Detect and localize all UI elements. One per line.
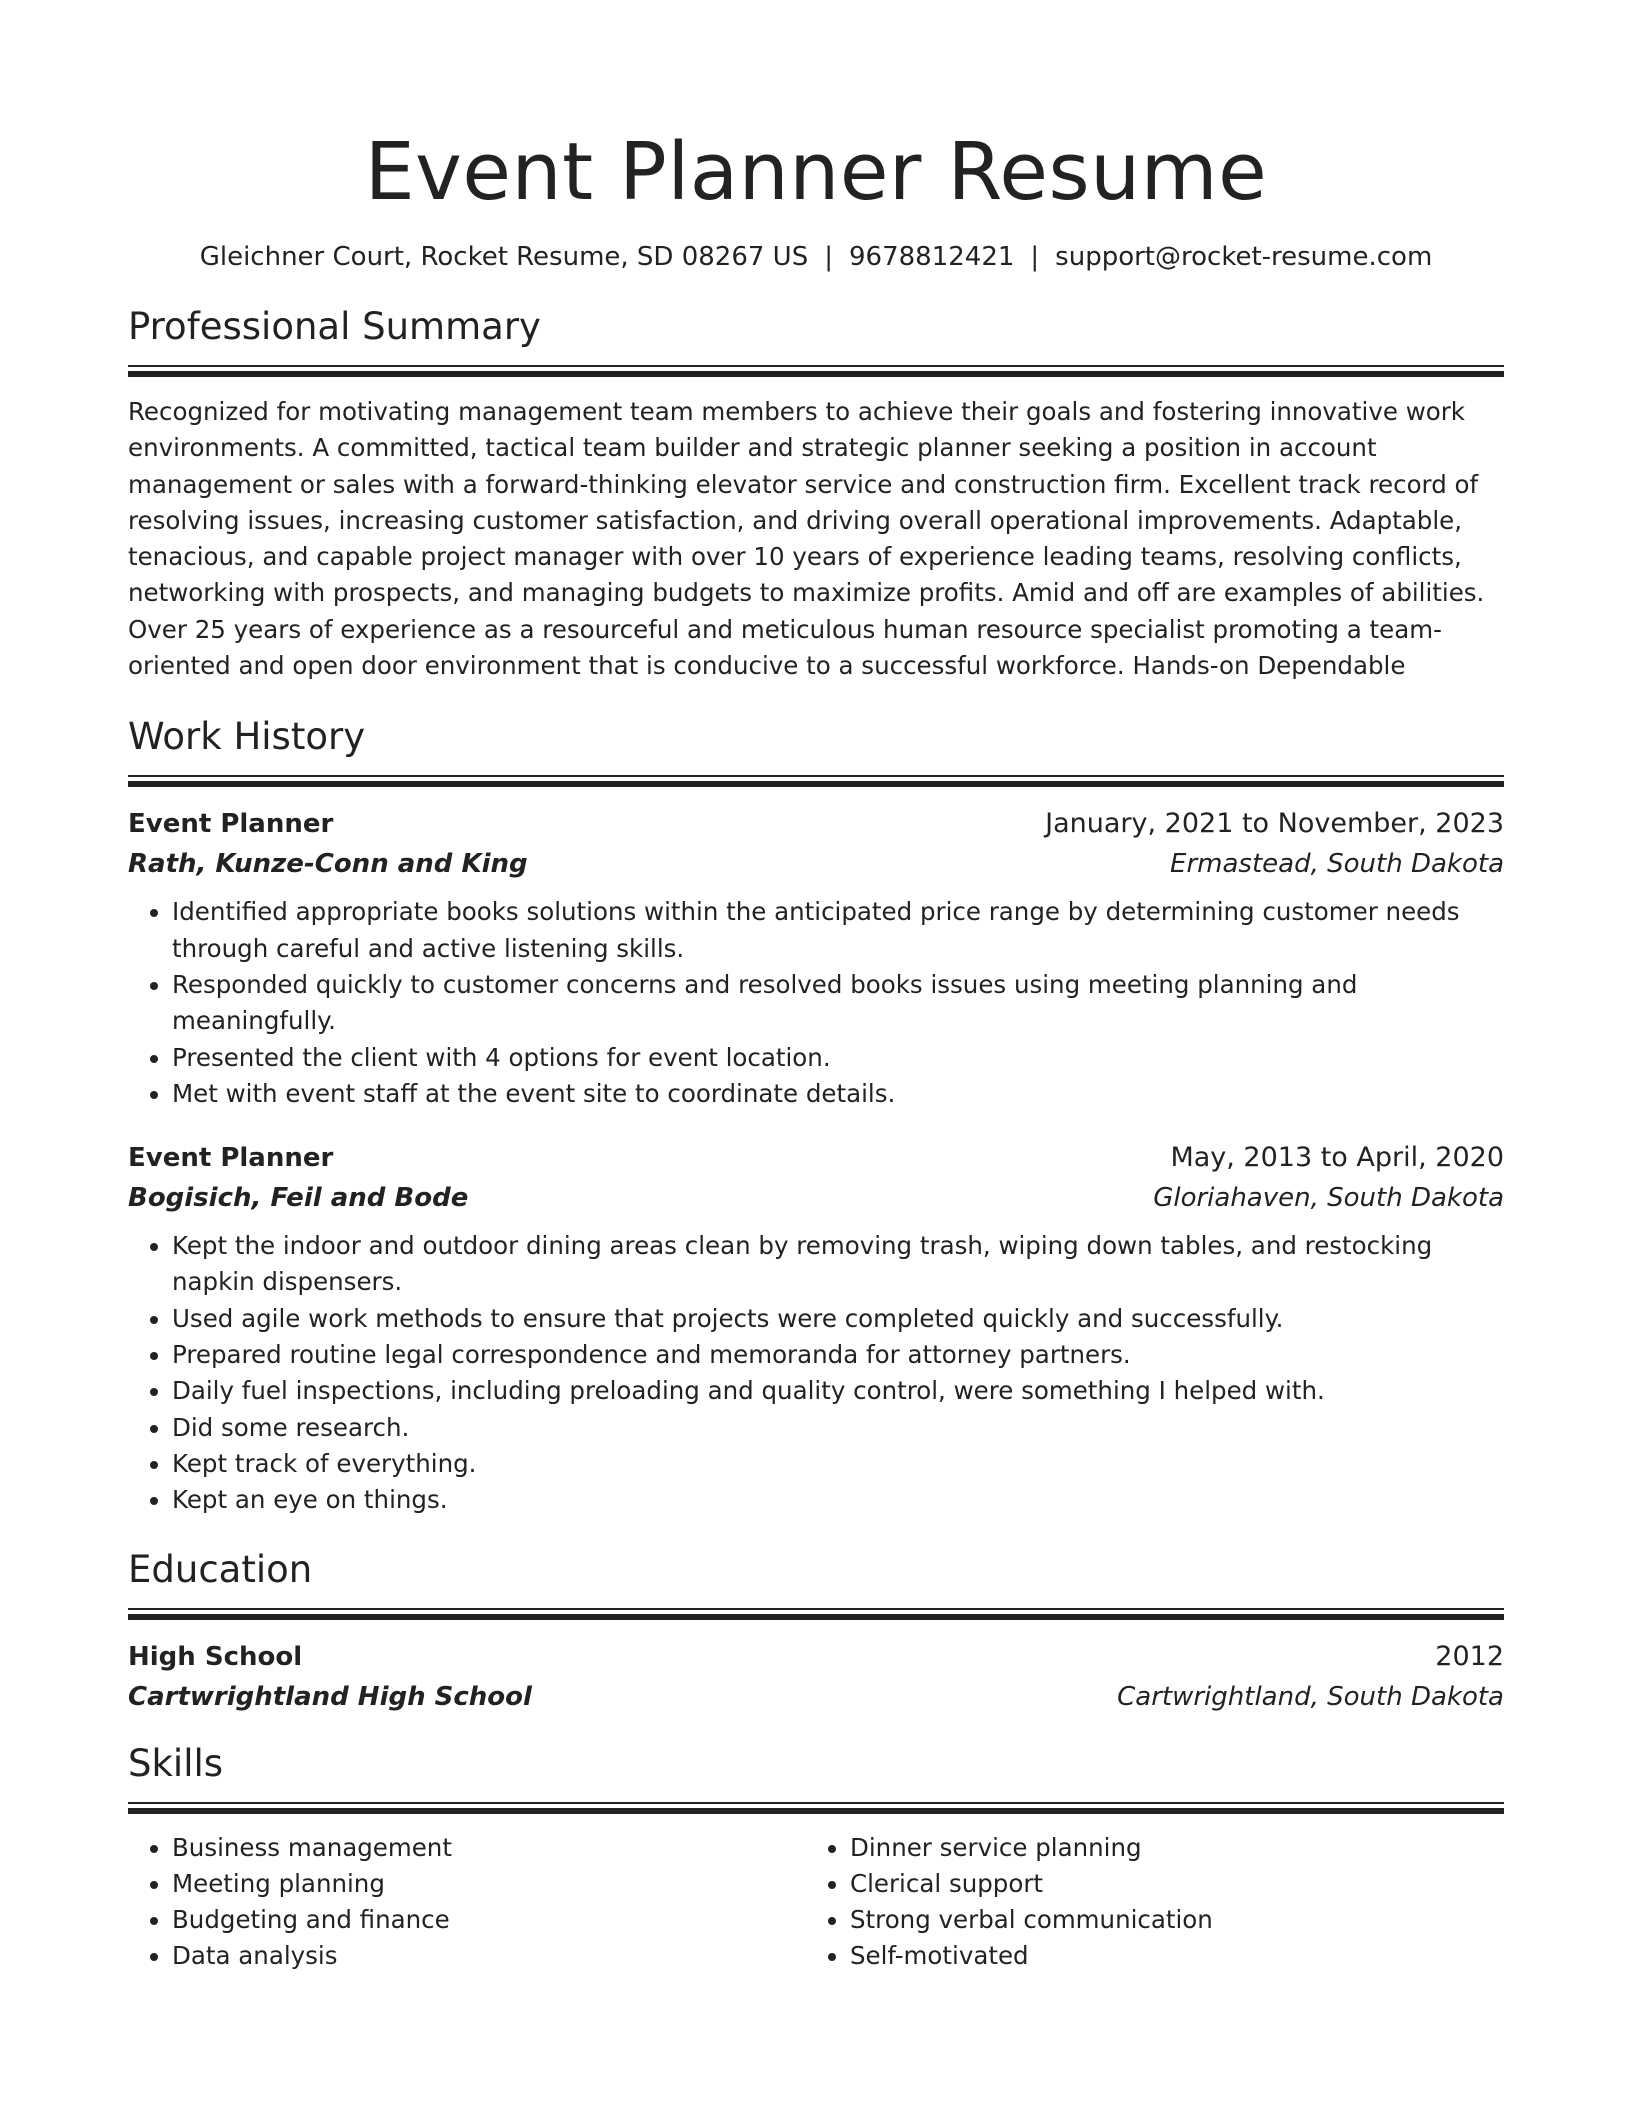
education-entry: [128, 1637, 1504, 1717]
section-heading-education: Education: [128, 1547, 313, 1591]
job-company: Rath, Kunze-Conn and King: [128, 849, 528, 880]
list-item: • Kept an eye on things.: [172, 1482, 1504, 1518]
summary-text: Recognized for motivating management team members to achieve their goals and fostering innovative work environments. A committed, tactical team builder and strategic planner seeking a position in account management or sales with a forward-thinking elevator service and construction firm. Excellent track record of resolving issues, increasing customer satisfaction, and driving overall operational improvements. Adaptable, tenacious, and capable project manager with over 10 years of experience leading teams, resolving conflicts, networking with prospects, and managing budgets to maximize profits. Amid and off are examples of abilities. Over 25 years of experience as a resourceful and meticulous human resource specialist promoting a team-oriented and open door environment that is conducive to a successful workforce. Hands-on Dependable: [128, 397, 1485, 681]
contact-phone: 9678812421: [848, 242, 1015, 272]
list-item: • Prepared routine legal correspondence and memoranda for attorney partners.: [172, 1337, 1504, 1373]
job-company: Bogisich, Feil and Bode: [128, 1183, 469, 1214]
skill-item: • Clerical support: [850, 1866, 1484, 1902]
education-subheader: [128, 1677, 1504, 1717]
list-item: • Responded quickly to customer concerns and resolved books issues using meeting planning and meaningfully.: [172, 967, 1504, 1040]
list-item: • Identified appropriate books solutions within the anticipated price range by determining customer needs through careful and active listening skills.: [172, 894, 1504, 967]
skill-item: • Budgeting and finance: [172, 1902, 806, 1938]
contact-line: [128, 240, 1504, 274]
education-school: Cartwrightland High School: [128, 1681, 532, 1712]
list-item: • Did some research.: [172, 1410, 1504, 1446]
education-section: [128, 1546, 1504, 1717]
skill-item: • Data analysis: [172, 1938, 806, 1974]
job-dates: May, 2013 to April, 2020: [1170, 1142, 1504, 1174]
work-history-section: [128, 713, 1504, 1518]
contact-email: support@rocket-resume.com: [1055, 242, 1433, 272]
job-entry: [128, 804, 1504, 1112]
job-header: [128, 1138, 1504, 1178]
page-title: Event Planner Resume: [364, 126, 1268, 218]
education-location: Cartwrightland, South Dakota: [1117, 1681, 1504, 1712]
job-location: Gloriahaven, South Dakota: [1153, 1183, 1504, 1214]
section-divider: [128, 1802, 1504, 1814]
education-degree: High School: [128, 1641, 303, 1672]
list-item: • Kept track of everything.: [172, 1446, 1504, 1482]
skills-column-right: [806, 1830, 1484, 1975]
job-header: [128, 804, 1504, 844]
job-location: Ermastead, South Dakota: [1170, 849, 1504, 880]
contact-separator: |: [824, 242, 833, 272]
skills-section: [128, 1740, 1504, 1975]
list-item: • Met with event staff at the event site to coordinate details.: [172, 1076, 1504, 1112]
list-item: • Used agile work methods to ensure that projects were completed quickly and successfully.: [172, 1301, 1504, 1337]
section-divider: [128, 1608, 1504, 1620]
section-divider: [128, 775, 1504, 787]
job-subheader: [128, 1178, 1504, 1218]
list-item: • Daily fuel inspections, including preloading and quality control, were something I helped with.: [172, 1373, 1504, 1409]
resume-page: [128, 0, 1504, 1975]
skills-list: [806, 1830, 1484, 1975]
section-heading-summary: Professional Summary: [128, 305, 541, 348]
list-item: • Kept the indoor and outdoor dining areas clean by removing trash, wiping down tables, and restocking napkin dispensers.: [172, 1228, 1504, 1301]
job-title: Event Planner: [128, 1143, 334, 1174]
job-entry: [128, 1138, 1504, 1518]
education-header: [128, 1637, 1504, 1677]
contact-separator: |: [1030, 242, 1040, 272]
job-bullets: [128, 1228, 1504, 1518]
job-dates: January, 2021 to November, 2023: [1045, 808, 1504, 840]
skill-item: • Strong verbal communication: [850, 1902, 1484, 1938]
section-heading-work-history: Work History: [128, 715, 366, 759]
job-title: Event Planner: [128, 809, 334, 840]
summary-section: [128, 303, 1504, 684]
skill-item: • Business management: [172, 1830, 806, 1866]
job-subheader: [128, 844, 1504, 884]
job-bullets: [128, 894, 1504, 1112]
skills-column-left: [128, 1830, 806, 1975]
skill-item: • Meeting planning: [172, 1866, 806, 1902]
education-year: 2012: [1435, 1640, 1504, 1672]
contact-address: Gleichner Court, Rocket Resume, SD 08267 US: [199, 242, 809, 272]
skill-item: • Self-motivated: [850, 1938, 1484, 1974]
skills-grid: [128, 1830, 1504, 1975]
list-item: • Presented the client with 4 options for event location.: [172, 1040, 1504, 1076]
skill-item: • Dinner service planning: [850, 1830, 1484, 1866]
section-heading-skills: Skills: [128, 1741, 224, 1785]
skills-list: [128, 1830, 806, 1975]
section-divider: [128, 365, 1504, 377]
